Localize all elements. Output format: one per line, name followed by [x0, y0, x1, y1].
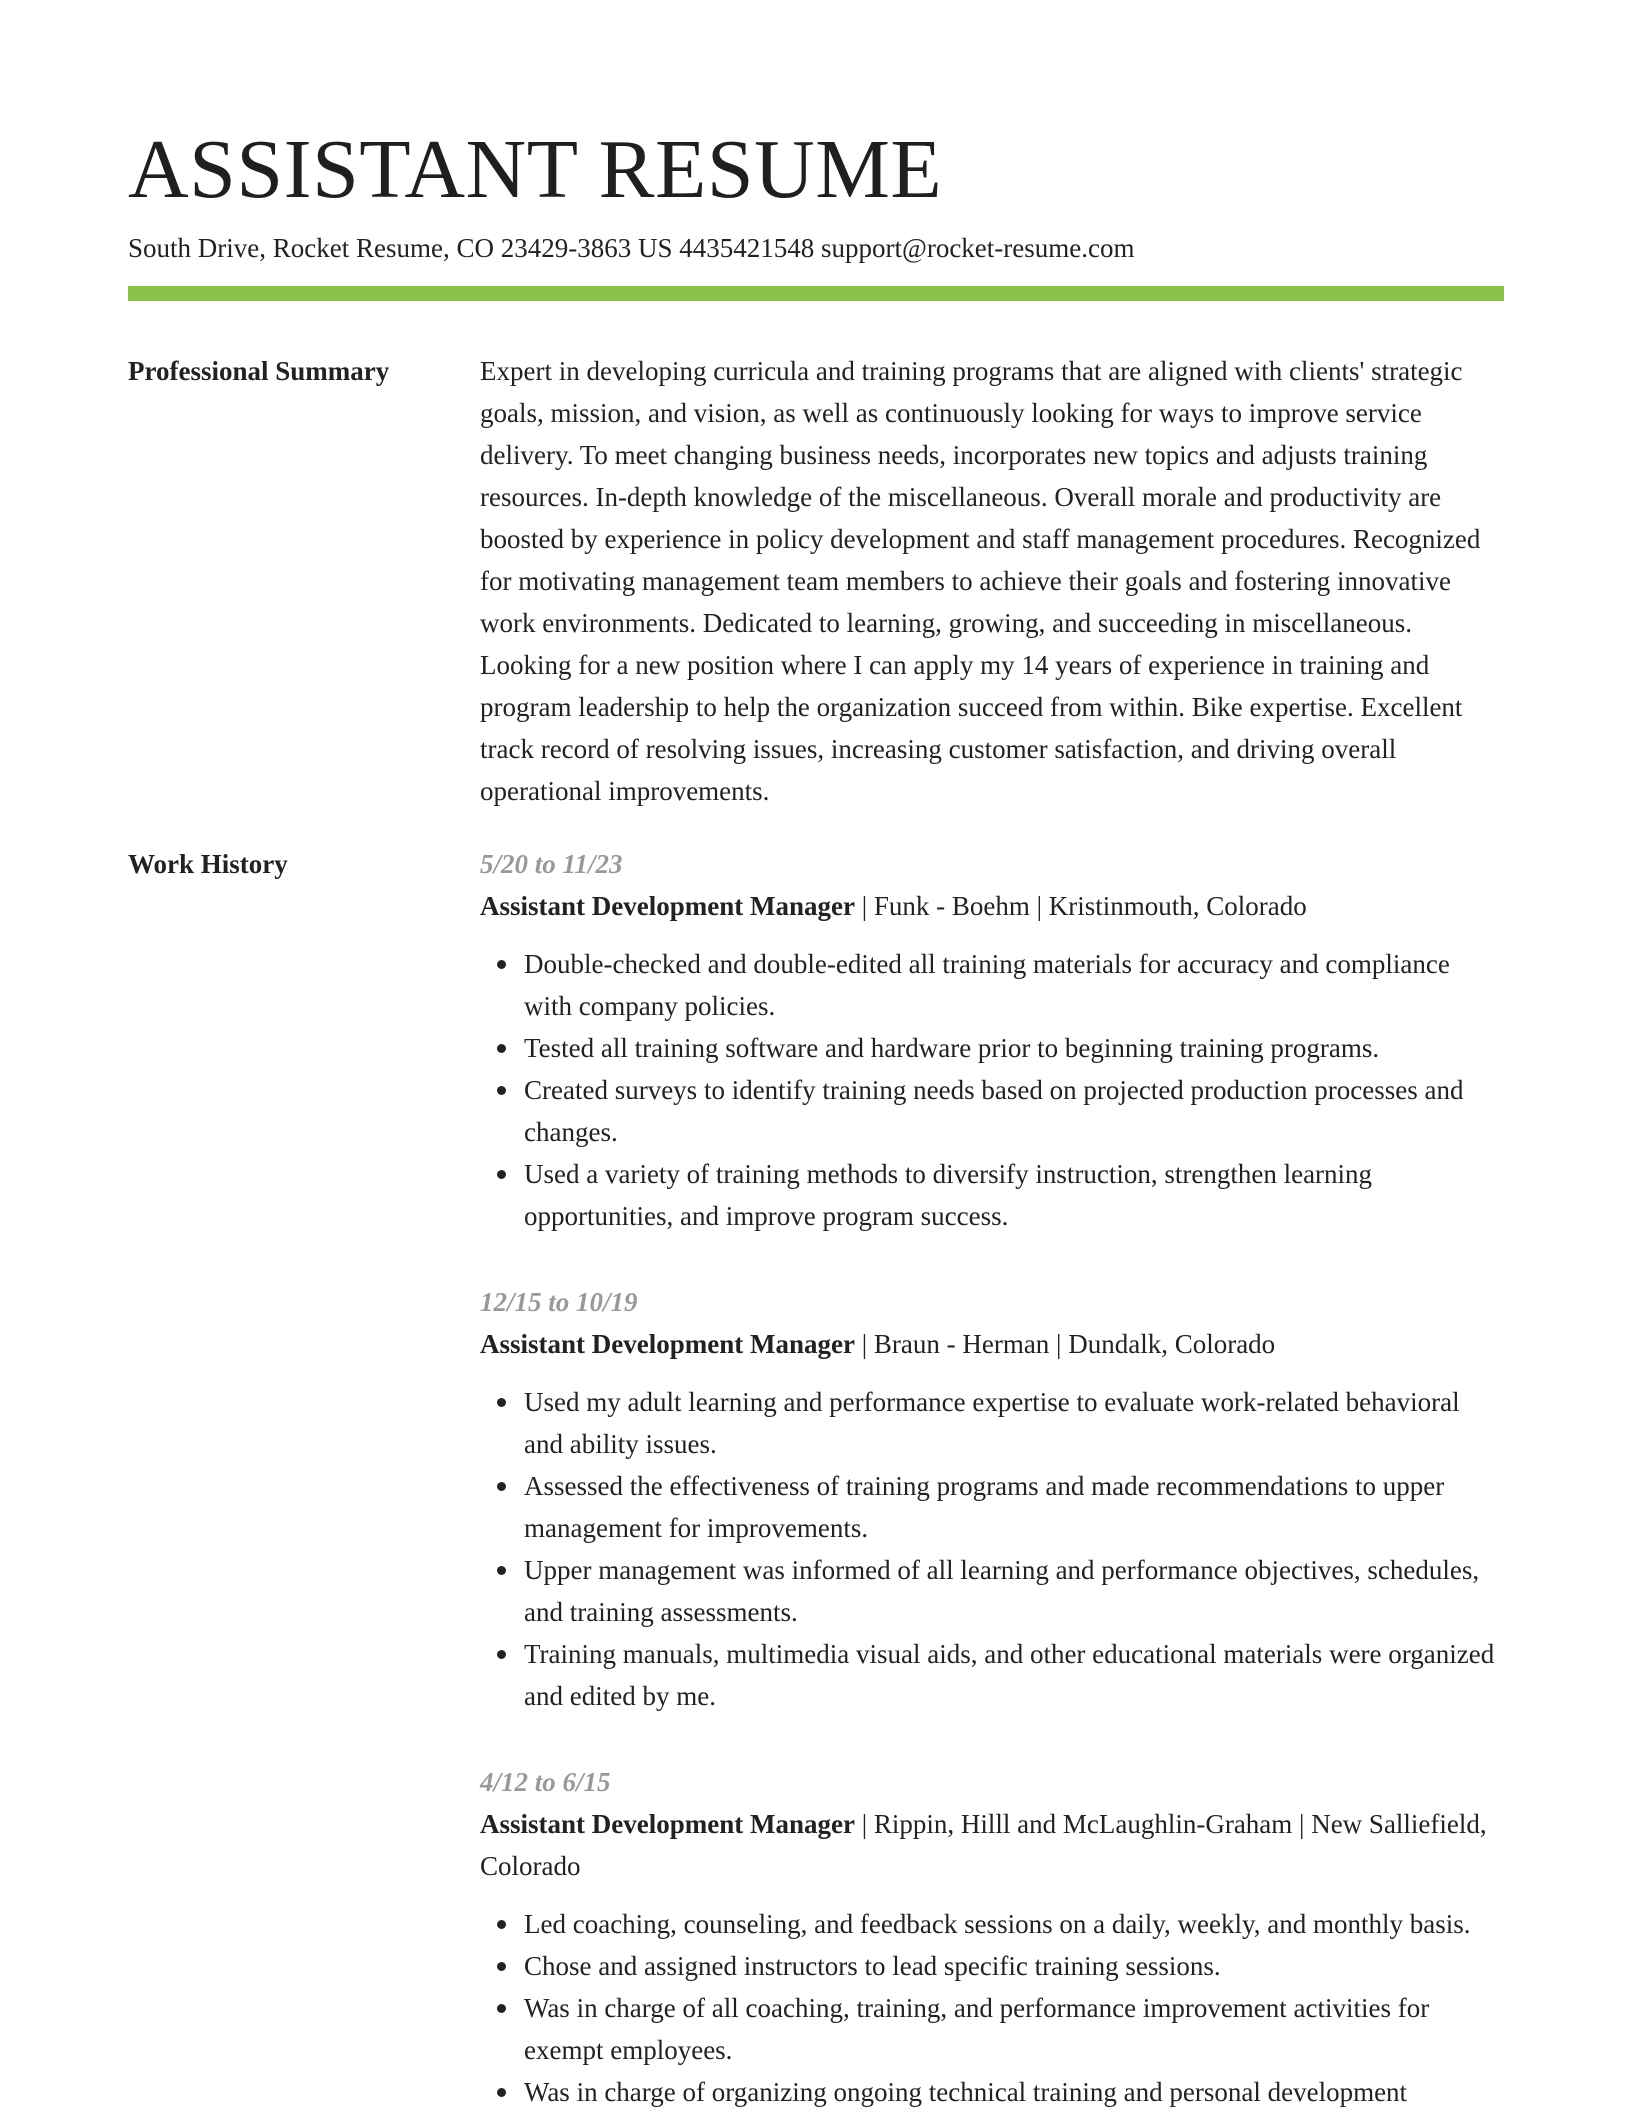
job-entry — [480, 843, 1504, 1237]
job-bullet-item — [480, 1381, 1504, 1465]
job-bullet-item — [480, 1903, 1504, 1945]
job-heading — [480, 1323, 1504, 1365]
bullet-dot-icon — [497, 2004, 506, 2013]
job-bullet-list — [480, 1903, 1504, 2112]
job-title: Assistant Development Manager — [480, 891, 855, 921]
bullet-text: Tested all training software and hardware prior to beginning training programs. — [524, 1033, 1380, 1063]
job-bullet-item — [480, 1633, 1504, 1717]
job-bullet-item — [480, 1153, 1504, 1237]
bullet-text: Was in charge of all coaching, training, and performance improvement activities for exempt employees. — [524, 1993, 1430, 2065]
contact-line: South Drive, Rocket Resume, CO 23429-3863 US 4435421548 support@rocket-resume.com — [128, 233, 1135, 263]
bullet-dot-icon — [497, 1170, 506, 1179]
bullet-text: Created surveys to identify training needs based on projected production processes and changes. — [524, 1075, 1464, 1147]
job-bullet-item — [480, 1987, 1504, 2071]
job-bullet-list — [480, 1381, 1504, 1717]
bullet-dot-icon — [497, 1650, 506, 1659]
bullet-text: Used my adult learning and performance expertise to evaluate work-related behavioral and ability issues. — [524, 1387, 1460, 1459]
job-bullet-item — [480, 1549, 1504, 1633]
bullet-text: Double-checked and double-edited all training materials for accuracy and compliance with company policies. — [524, 949, 1450, 1021]
job-date: 5/20 to 11/23 — [480, 849, 623, 879]
bullet-text: Led coaching, counseling, and feedback sessions on a daily, weekly, and monthly basis. — [524, 1909, 1471, 1939]
job-entry — [480, 1761, 1504, 2112]
bullet-text: Upper management was informed of all learning and performance objectives, schedules, and training assessments. — [524, 1555, 1480, 1627]
bullet-text: Chose and assigned instructors to lead specific training sessions. — [524, 1951, 1221, 1981]
bullet-dot-icon — [497, 1962, 506, 1971]
accent-divider — [128, 286, 1504, 301]
summary-body — [480, 350, 1504, 812]
bullet-dot-icon — [497, 2088, 506, 2097]
bullet-dot-icon — [497, 1086, 506, 1095]
job-company-location: | Braun - Herman | Dundalk, Colorado — [854, 1329, 1276, 1359]
job-title: Assistant Development Manager — [480, 1809, 855, 1839]
bullet-dot-icon — [497, 1482, 506, 1491]
bullet-dot-icon — [497, 1920, 506, 1929]
job-bullet-list — [480, 943, 1504, 1237]
summary-text: Expert in developing curricula and training programs that are aligned with clients' strategic goals, mission, and vision, as well as continuously looking for ways to improve service delivery. To meet changing business needs, incorporates new topics and adjusts training resources. In-depth knowledge of the miscellaneous. Overall morale and productivity are boosted by experience in policy development and staff management procedures. Recognized for motivating management team members to achieve their goals and fostering innovative work environments. Dedicated to learning, growing, and succeeding in miscellaneous. Looking for a new position where I can apply my 14 years of experience in training and program leadership to help the organization succeed from within. Bike expertise. Excellent track record of resolving issues, increasing customer satisfaction, and driving overall operational improvements. — [480, 356, 1481, 806]
job-heading — [480, 1803, 1504, 1887]
job-bullet-item — [480, 943, 1504, 1027]
job-heading — [480, 885, 1504, 927]
job-date: 12/15 to 10/19 — [480, 1287, 638, 1317]
bullet-text: Used a variety of training methods to diversify instruction, strengthen learning opportunities, and improve program success. — [524, 1159, 1373, 1231]
job-title: Assistant Development Manager — [480, 1329, 855, 1359]
job-date: 4/12 to 6/15 — [480, 1767, 611, 1797]
job-entry — [480, 1281, 1504, 1717]
work-history-section — [128, 843, 1504, 2112]
job-company-location: | Funk - Boehm | Kristinmouth, Colorado — [854, 891, 1307, 921]
bullet-dot-icon — [497, 1398, 506, 1407]
bullet-text: Was in charge of organizing ongoing technical training and personal development — [524, 2077, 1408, 2107]
work-history-body — [480, 843, 1504, 2112]
professional-summary-section — [128, 350, 1504, 810]
job-bullet-item — [480, 1465, 1504, 1549]
bullet-text: Training manuals, multimedia visual aids, and other educational materials were organized and edited by me. — [524, 1639, 1495, 1711]
work-history-label: Work History — [128, 849, 288, 879]
bullet-dot-icon — [497, 960, 506, 969]
job-company-location: | Rippin, Hilll and McLaughlin-Graham | New Salliefield, Colorado — [480, 1809, 1487, 1881]
job-bullet-item — [480, 1027, 1504, 1069]
job-bullet-item — [480, 1069, 1504, 1153]
job-bullet-item — [480, 2071, 1504, 2112]
bullet-dot-icon — [497, 1044, 506, 1053]
resume-title: ASSISTANT RESUME — [128, 123, 943, 216]
summary-label: Professional Summary — [128, 356, 390, 386]
bullet-dot-icon — [497, 1566, 506, 1575]
job-bullet-item — [480, 1945, 1504, 1987]
bullet-text: Assessed the effectiveness of training programs and made recommendations to upper management for improvements. — [524, 1471, 1445, 1543]
